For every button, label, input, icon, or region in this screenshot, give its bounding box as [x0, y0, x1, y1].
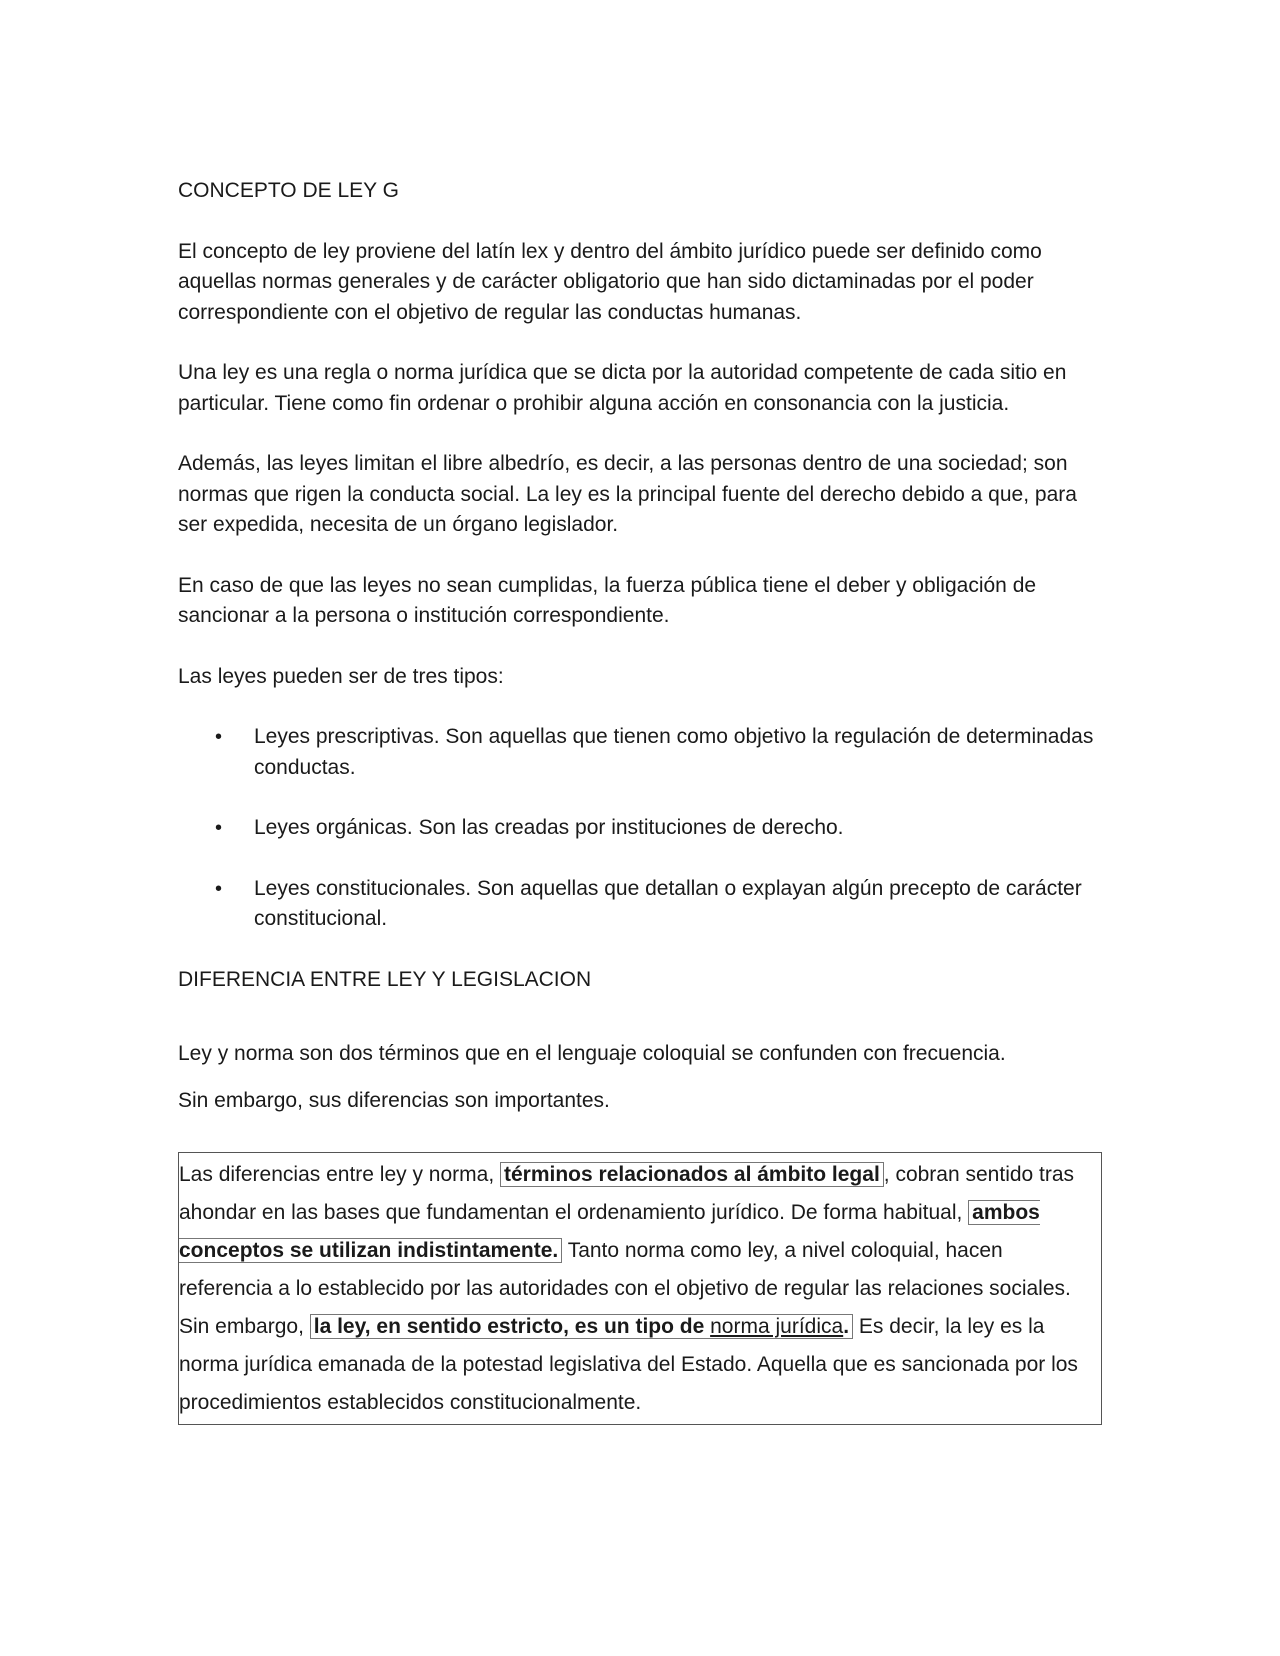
document-title: CONCEPTO DE LEY G [178, 179, 399, 202]
highlight-strict-sense [310, 1314, 853, 1339]
section-title-difference: DIFERENCIA ENTRE LEY Y LEGISLACION [178, 967, 592, 991]
list-item-text: Leyes constitucionales. Son aquellas que detallan o explayan algún precepto de carácter constitucional. [254, 876, 1082, 930]
paragraph-concept: El concepto de ley proviene del latín lex y dentro del ámbito jurídico puede ser definido como aquellas normas generales y de carácter obligatorio que han sido dictaminadas por el poder correspondiente con el objetivo de regular las conductas humanas. [178, 239, 1042, 324]
box-text: Es decir, la ley es la norma jurídica emanada de la potestad legislativa del Estado. Aquella que es sancionada por los procedimientos establecidos constitucionalmente. [179, 1315, 1078, 1414]
quoted-text-box [178, 1152, 1102, 1425]
paragraph-enforcement: En caso de que las leyes no sean cumplidas, la fuerza pública tiene el deber y obligación de sancionar a la persona o institución correspondiente. [178, 573, 1037, 627]
list-item-text: Leyes orgánicas. Son las creadas por instituciones de derecho. [254, 816, 844, 839]
paragraph-differences: Sin embargo, sus diferencias son importantes. [178, 1088, 610, 1112]
list-item [178, 813, 1103, 844]
paragraph-types-intro: Las leyes pueden ser de tres tipos: [178, 664, 504, 688]
highlight-text: la ley, en sentido estricto, es un tipo de [313, 1315, 711, 1338]
box-text: Las diferencias entre ley y norma, [179, 1163, 500, 1186]
box-text: Sin embargo, [179, 1315, 310, 1338]
paragraph-free-will: Además, las leyes limitan el libre albedrío, es decir, a las personas dentro de una sociedad; son normas que rigen la conducta social. La ley es la principal fuente del derecho debido a que, para ser expedida, necesita de un órgano legislador. [178, 452, 1077, 536]
highlight-period: . [843, 1315, 850, 1338]
box-text: Tanto norma como ley, a nivel coloquial, hacen referencia a lo establecido por las autoridades con el objetivo de regular las relaciones sociales. [179, 1239, 1071, 1300]
paragraph-confusion: Ley y norma son dos términos que en el lenguaje coloquial se confunden con frecuencia. [178, 1042, 1006, 1065]
bullet-icon: • [215, 817, 223, 839]
law-types-list [178, 722, 1103, 935]
paragraph-definition: Una ley es una regla o norma jurídica que se dicta por la autoridad competente de cada sitio en particular. Tiene como fin ordenar o prohibir alguna acción en consonancia con la justicia. [178, 361, 1067, 415]
highlight-interchangeable: ambos conceptos se utilizan indistintamente. [179, 1201, 1040, 1262]
list-item-text: Leyes prescriptivas. Son aquellas que tienen como objetivo la regulación de determinadas conductas. [254, 725, 1094, 779]
bullet-icon: • [215, 877, 223, 900]
bullet-icon: • [215, 726, 223, 748]
box-text: , cobran sentido tras ahondar en las bases que fundamentan el ordenamiento jurídico. De forma habitual, [179, 1163, 1075, 1224]
list-item [178, 722, 1103, 783]
highlight-legal-terms: términos relacionados al ámbito legal [500, 1162, 884, 1187]
list-item [178, 874, 1103, 935]
norma-juridica-link[interactable]: norma jurídica [710, 1315, 844, 1338]
document-page [178, 176, 1103, 1425]
